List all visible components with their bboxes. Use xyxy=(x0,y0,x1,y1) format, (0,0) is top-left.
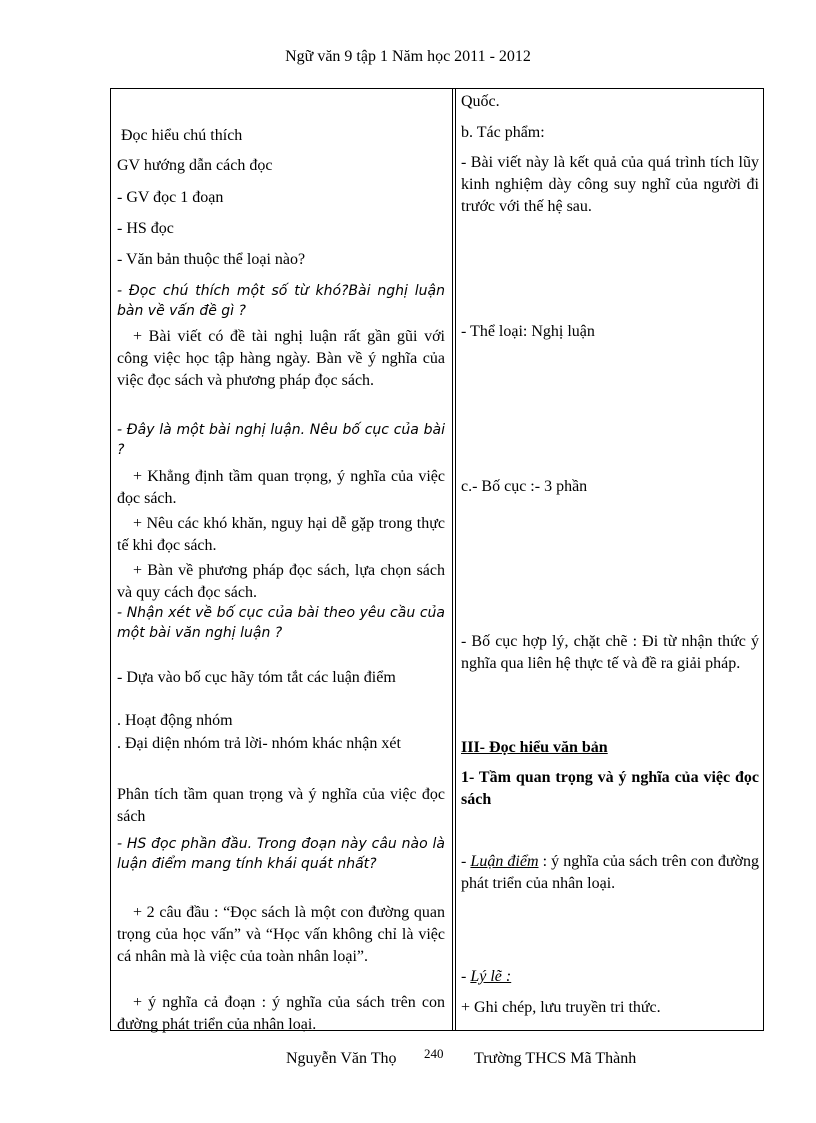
right-subsection-heading: 1- Tầm quan trọng và ý nghĩa của việc đọc sách xyxy=(461,769,759,808)
left-text-analysis: Phân tích tầm quan trọng và ý nghĩa của việc đọc sách xyxy=(117,786,445,825)
left-text-representative: . Đại diện nhóm trả lời- nhóm khác nhận xét xyxy=(117,735,401,752)
luan-diem-text: : ý nghĩa của sách trên con đường phát triển của nhân loại. xyxy=(461,853,759,892)
left-answer-1: + Bài viết có đề tài nghị luận rất gần gũi với công việc học tập hàng ngày. Bàn về ý nghĩa của việc đọc sách và phương pháp đọc sách. xyxy=(117,328,445,389)
left-question-1: - Đọc chú thích một số từ khó?Bài nghị luận bàn về vấn đề gì ? xyxy=(117,283,445,319)
left-text-5: - Văn bản thuộc thể loại nào? xyxy=(117,251,306,268)
left-text-1: Đọc hiểu chú thích xyxy=(121,127,243,144)
left-question-3: - Nhận xét về bố cục của bài theo yêu cầu của một bài văn nghị luận ? xyxy=(117,605,445,641)
left-answer-4a: + 2 câu đầu : “Đọc sách là một con đường quan trọng của học vấn” và “Học vấn không chỉ là việc cá nhân mà là việc của toàn nhân loại”. xyxy=(117,904,445,965)
left-question-2: - Đây là một bài nghị luận. Nêu bố cục của bài ? xyxy=(117,422,445,458)
right-text-luan-diem: - Luận điểm : ý nghĩa của sách trên con đường phát triển của nhân loại. xyxy=(461,853,759,892)
column-divider-inner xyxy=(455,89,456,1030)
left-text-summary: - Dựa vào bố cục hãy tóm tắt các luận điểm xyxy=(117,669,396,686)
column-divider xyxy=(452,89,453,1030)
left-answer-2b: + Nêu các khó khăn, nguy hại dễ gặp trong thực tế khi đọc sách. xyxy=(117,515,445,554)
left-text-3: - GV đọc 1 đoạn xyxy=(117,189,224,206)
left-question-4: - HS đọc phần đầu. Trong đoạn này câu nào là luận điểm mang tính khái quát nhất? xyxy=(117,836,445,872)
right-text-bo-cuc-hop-ly: - Bố cục hợp lý, chặt chẽ : Đi từ nhận thức ý nghĩa qua liên hệ thực tế và đề ra giải pháp. xyxy=(461,633,759,672)
luan-diem-label: Luận điểm xyxy=(470,853,539,870)
page-header: Ngữ văn 9 tập 1 Năm học 2011 - 2012 xyxy=(285,48,531,65)
right-text-bo-cuc: c.- Bố cục :- 3 phần xyxy=(461,478,588,495)
right-text-quoc: Quốc. xyxy=(461,93,500,110)
right-text-bai-viet: - Bài viết này là kết quả của quá trình tích lũy kinh nghiệm dày công suy nghĩ của người đi trước với thế hệ sau. xyxy=(461,154,759,215)
right-text-the-loai: - Thể loại: Nghị luận xyxy=(461,323,595,340)
footer-school: Trường THCS Mã Thành xyxy=(474,1050,637,1067)
footer-author: Nguyễn Văn Thọ xyxy=(286,1050,397,1067)
right-text-ly-le: - Lý lẽ : xyxy=(461,968,512,985)
left-answer-4b: + ý nghĩa cả đoạn : ý nghĩa của sách trên con đường phát triển của nhân loại. xyxy=(117,994,445,1033)
left-text-group: . Hoạt động nhóm xyxy=(117,712,233,729)
ly-le-label: Lý lẽ : xyxy=(470,968,512,985)
right-text-ghi-chep: + Ghi chép, lưu truyền tri thức. xyxy=(461,999,661,1016)
left-answer-2c: + Bàn về phương pháp đọc sách, lựa chọn sách và quy cách đọc sách. xyxy=(117,562,445,601)
lesson-table xyxy=(110,88,764,1031)
left-text-2: GV hướng dẫn cách đọc xyxy=(117,157,273,174)
footer-page-number: 240 xyxy=(424,1046,444,1061)
right-text-tac-pham: b. Tác phẩm: xyxy=(461,124,545,141)
left-text-4: - HS đọc xyxy=(117,220,174,237)
left-answer-2a: + Khẳng định tầm quan trọng, ý nghĩa của việc đọc sách. xyxy=(117,468,445,507)
right-section-heading: III- Đọc hiểu văn bản xyxy=(461,739,608,756)
